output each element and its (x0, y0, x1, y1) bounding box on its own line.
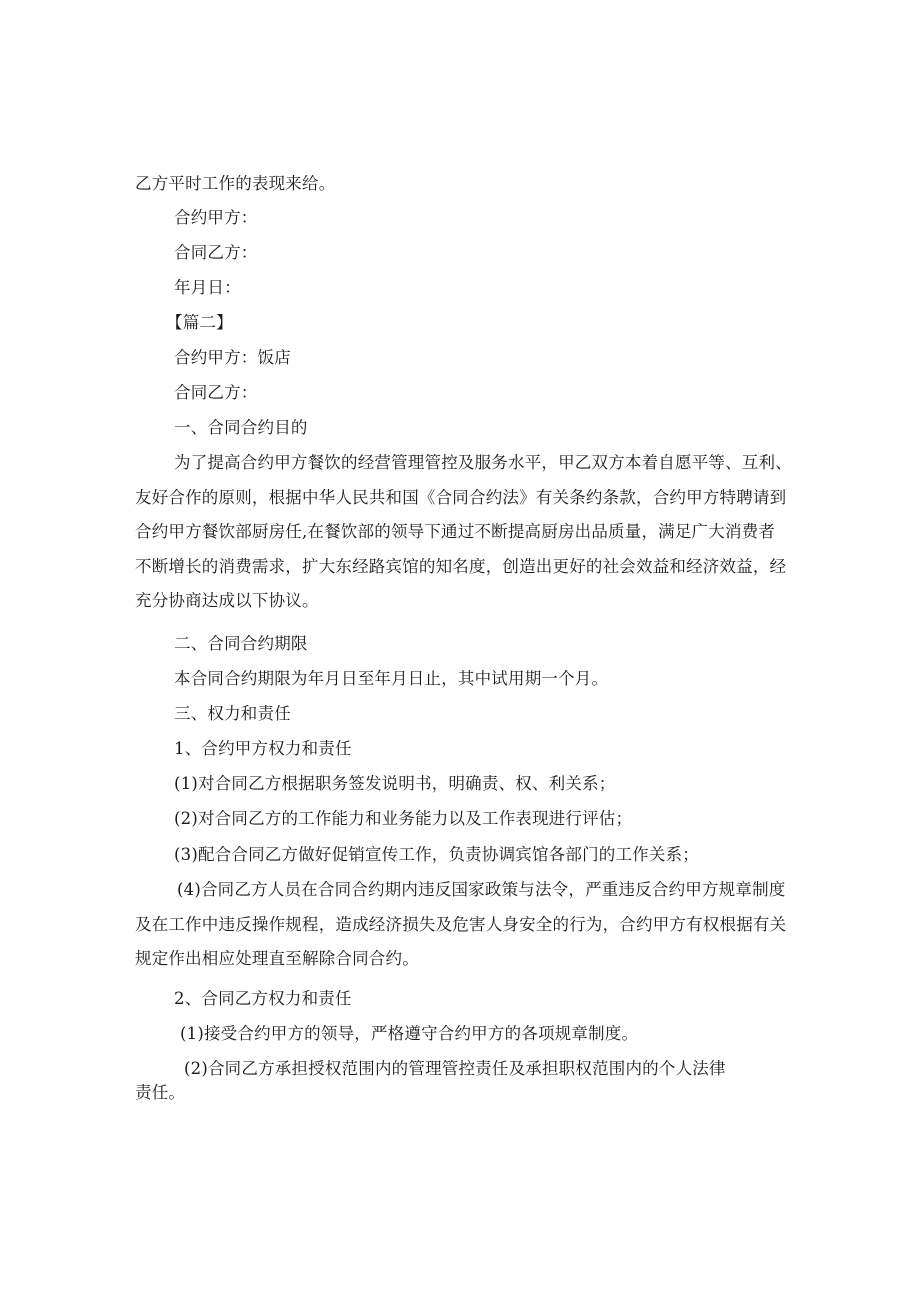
paragraph-line: 及在工作中违反操作规程，造成经济损失及危害人身安全的行为，合约甲方有权根据有关 (135, 914, 787, 934)
party-b-item-1: (1)接受合约甲方的领导，严格遵守合约甲方的各项规章制度。 (180, 1024, 639, 1043)
paragraph-line: 不断增长的消费需求，扩大东经路宾馆的知名度，创造出更好的社会效益和经济效益，经 (135, 556, 787, 576)
section-heading-part-two: 【篇二】 (166, 313, 233, 332)
paragraph-line: 规定作出相应处理直至解除合同合约。 (135, 949, 419, 968)
signature-party-a: 合约甲方： (174, 208, 258, 227)
party-a-item-3: (3)配合合同乙方做好促销宣传工作，负责协调宾馆各部门的工作关系； (174, 845, 699, 864)
paragraph-line: 友好合作的原则，根据中华人民共和国《合同合约法》有关条约条款，合约甲方特聘请到 (135, 487, 787, 507)
subheading-party-a-rights: 1、合约甲方权力和责任 (174, 739, 352, 758)
subheading-party-b-rights: 2、合同乙方权力和责任 (174, 989, 352, 1008)
contract-term-text: 本合同合约期限为年月日至年月日止，其中试用期一个月。 (174, 669, 609, 688)
paragraph-line: 充分协商达成以下协议。 (135, 591, 319, 610)
party-b-label: 合同乙方： (174, 383, 258, 402)
text-line-continuation: 乙方平时工作的表现来给。 (135, 174, 336, 193)
party-b-item-2-continuation: 责任。 (135, 1083, 186, 1102)
heading-contract-purpose: 一、合同合约目的 (174, 418, 308, 437)
signature-party-b: 合同乙方： (174, 243, 258, 262)
heading-contract-term: 二、合同合约期限 (174, 634, 308, 653)
paragraph-line: 为了提高合约甲方餐饮的经营管理管控及服务水平，甲乙双方本着自愿平等、互利、 (174, 453, 792, 472)
paragraph-contract-purpose (135, 446, 792, 619)
paragraph-party-a-item-4 (135, 873, 786, 977)
party-b-item-2: (2)合同乙方承担授权范围内的管理管控责任及承担职权范围内的个人法律 (184, 1059, 726, 1078)
paragraph-line: (4)合同乙方人员在合同合约期内违反国家政策与法令，严重违反合约甲方规章制度 (177, 880, 786, 899)
party-a-item-2: (2)对合同乙方的工作能力和业务能力以及工作表现进行评估； (174, 809, 633, 828)
signature-date: 年月日： (174, 278, 241, 297)
party-a-hotel: 合约甲方：饭店 (174, 348, 291, 367)
heading-rights-responsibilities: 三、权力和责任 (174, 704, 291, 723)
paragraph-line: 合约甲方餐饮部厨房任,在餐饮部的领导下通过不断提高厨房出品质量，满足广大消费者 (135, 522, 776, 541)
party-a-item-1: (1)对合同乙方根据职务签发说明书，明确责、权、利关系； (174, 774, 616, 793)
